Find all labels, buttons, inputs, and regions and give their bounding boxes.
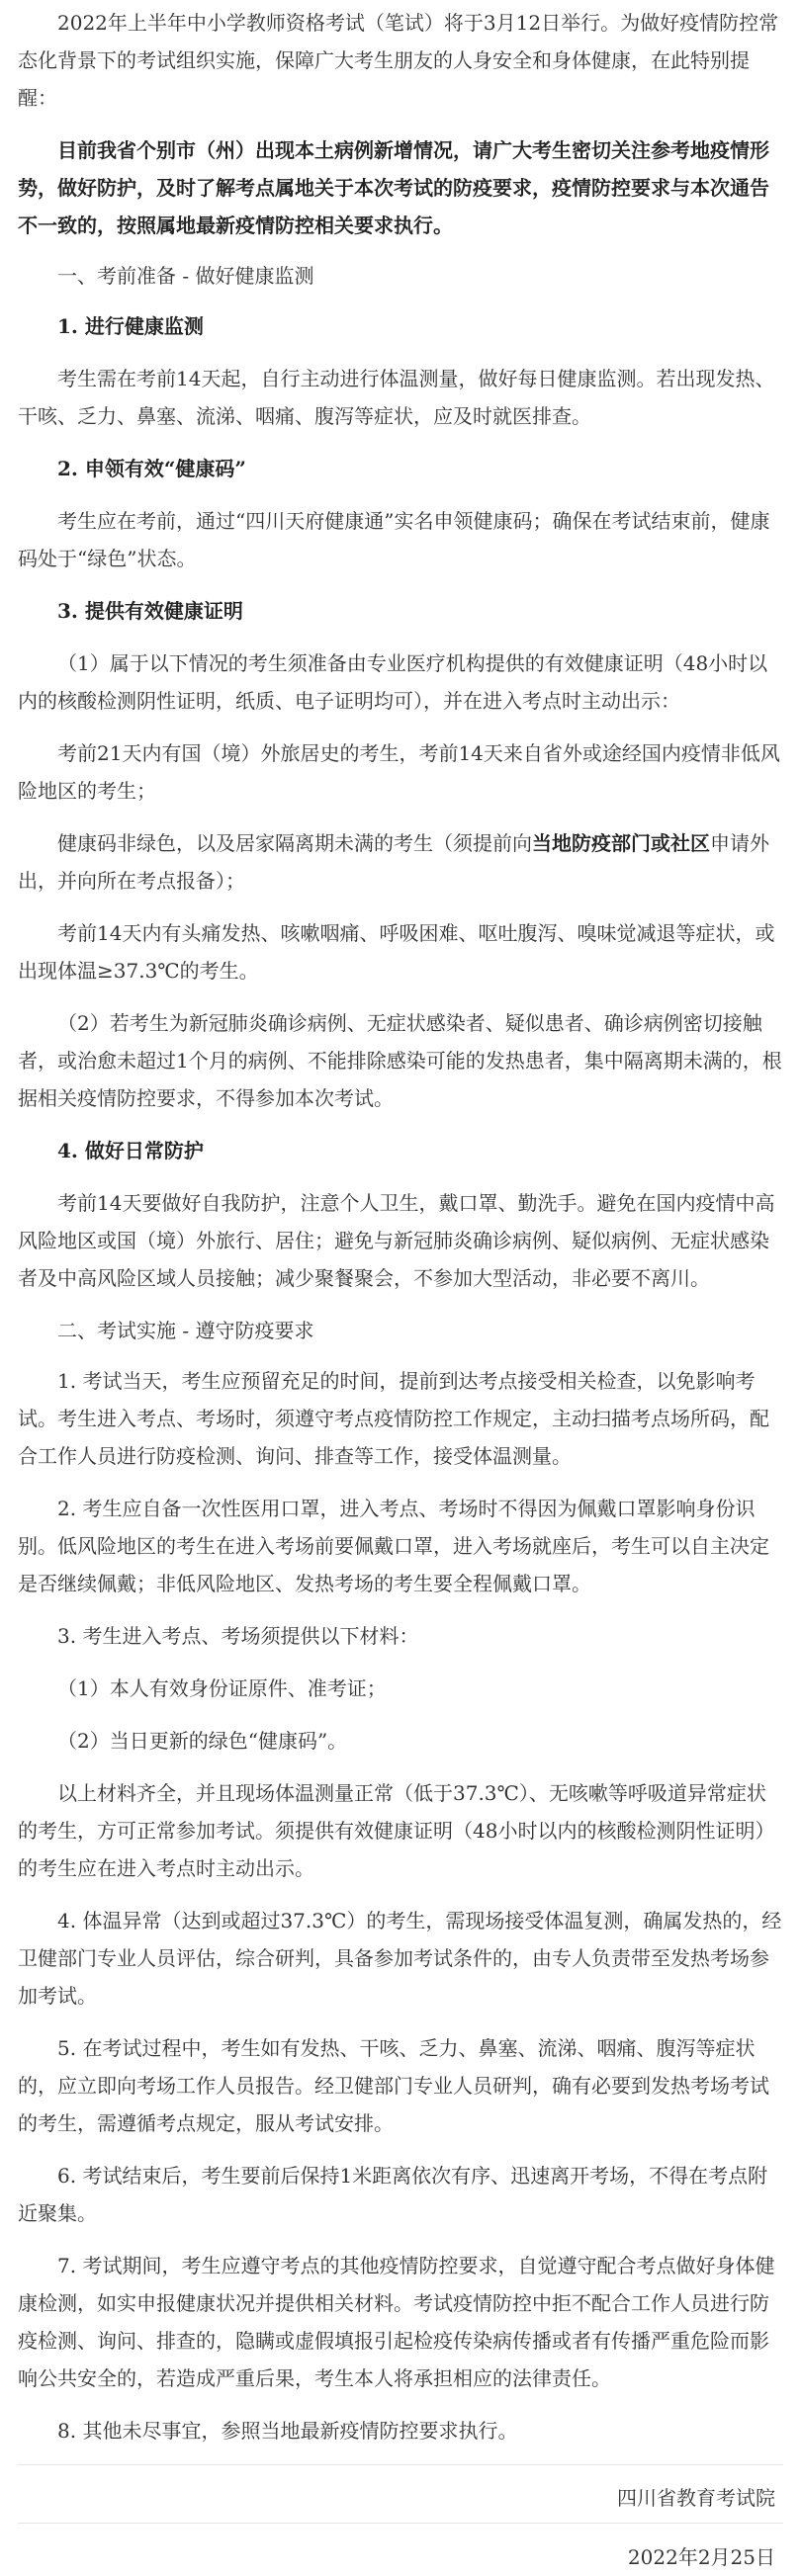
section-2-para-4: 4. 体温异常（达到或超过37.3℃）的考生，需现场接受体温复测，确属发热的，经卫健部门专业人员评估，综合研判，具备参加考试条件的，由专人负责带至发热考场参加考试。 (18, 1909, 782, 2008)
local-authority-emphasis: 当地防疫部门或社区 (532, 831, 710, 855)
section-2-para-6: 6. 考试结束后，考生要前后保持1米距离依次有序、迅速离开考场，不得在考点附近聚集。 (18, 2164, 768, 2225)
section-2-para-3: 3. 考生进入考点、考场须提供以下材料： (57, 1624, 419, 1648)
item-2-text: 考生应在考前，通过“四川天府健康通”实名申领健康码；确保在考试结束前，健康码处于“绿色”状态。 (18, 509, 770, 570)
section-2-para-7: 7. 考试期间，考生应遵守考点的其他疫情防控要求，自觉遵守配合考点做好身体健康检测，如实申报健康状况并提供相关材料。考试疫情防控中拒不配合工作人员进行防疫检测、询问、排查的，隐瞒或虚假填报引起检疫传染病传播或者有传播严重危险而影响公共安全的，若造成严重后果，考生本人将承担相应的法律责任。 (18, 2254, 775, 2390)
section-2-heading: 二、考试实施 - 遵守防疫要求 (57, 1319, 314, 1342)
item-3-para-3 (18, 824, 783, 900)
item-3-para-5: （2）若考生为新冠肺炎确诊病例、无症状感染者、疑似患者、确诊病例密切接触者，或治愈未超过1个月的病例、不能排除感染可能的发热患者，集中隔离期未满的，根据相关疫情防控要求，不得参加本次考试。 (18, 1011, 782, 1110)
section-2-para-5: 5. 在考试过程中，考生如有发热、干咳、乏力、鼻塞、流涕、咽痛、腹泻等症状的，应立即向考场工作人员报告。经卫健部门专业人员研判，确有必要到发热考场考试的考生，需遵循考点规定，服从考试安排。 (18, 2036, 769, 2135)
item-3-heading: 3. 提供有效健康证明 (57, 599, 243, 623)
item-1-text: 考生需在考前14天起，自行主动进行体温测量，做好每日健康监测。若出现发热、干咳、乏力、鼻塞、流涕、咽痛、腹泻等症状，应及时就医排查。 (18, 367, 775, 428)
section-2-para-1: 1. 考试当天，考生应预留充足的时间，提前到达考点接受相关检查，以免影响考试。考生进入考点、考场时，须遵守考点疫情防控工作规定，主动扫描考点场所码，配合工作人员进行防疫检测、询问、排查等工作，接受体温测量。 (18, 1369, 769, 1468)
materials-item-2: （2）当日更新的绿色“健康码”。 (57, 1729, 348, 1753)
item-3-para-1: （1）属于以下情况的考生须准备由专业医疗机构提供的有效健康证明（48小时以内的核酸检测阴性证明，纸质、电子证明均可），并在进入考点时主动出示： (18, 651, 768, 713)
important-notice: 目前我省个别市（州）出现本土病例新增情况，请广大考生密切关注参考地疫情形势，做好防护，及时了解考点属地关于本次考试的防疫要求，疫情防控要求与本次通告不一致的，按照属地最新疫情防控相关要求执行。 (18, 138, 769, 237)
intro-paragraph: 2022年上半年中小学教师资格考试（笔试）将于3月12日举行。为做好疫情防控常态化背景下的考试组织实施，保障广大考生朋友的人身安全和身体健康，在此特别提醒： (18, 11, 779, 110)
divider (18, 2523, 783, 2524)
materials-note: 以上材料齐全，并且现场体温测量正常（低于37.3℃）、无咳嗽等呼吸道异常症状的考生，方可正常参加考试。须提供有效健康证明（48小时以内的核酸检测阴性证明）的考生应在进入考点时主动出示。 (18, 1781, 775, 1880)
section-2-para-2: 2. 考生应自备一次性医用口罩，进入考点、考场时不得因为佩戴口罩影响身份识别。低风险地区的考生在进入考场前要佩戴口罩，进入考场就座后，考生可以自主决定是否继续佩戴；非低风险地区、发热考场的考生要全程佩戴口罩。 (18, 1497, 769, 1595)
item-1-heading: 1. 进行健康监测 (57, 314, 204, 338)
item-3-para-3-start: 健康码非绿色，以及居家隔离期未满的考生（须提前向 (57, 831, 532, 855)
signature-date: 2022年2月25日 (627, 2545, 775, 2569)
materials-item-1: （1）本人有效身份证原件、准考证； (57, 1676, 387, 1700)
section-1-heading: 一、考前准备 - 做好健康监测 (57, 264, 314, 288)
item-4-text: 考前14天要做好自我防护，注意个人卫生，戴口罩、勤洗手。避免在国内疫情中高风险地区或国（境）外旅行、居住；避免与新冠肺炎确诊病例、疑似病例、无症状感染者及中高风险区域人员接触；减少聚餐聚会，不参加大型活动，非必要不离川。 (18, 1191, 775, 1290)
signature-organization: 四川省教育考试院 (617, 2486, 775, 2510)
item-4-heading: 4. 做好日常防护 (57, 1139, 204, 1162)
item-3-para-4: 考前14天内有头痛发热、咳嗽咽痛、呼吸困难、呕吐腹泻、嗅味觉减退等症状，或出现体温≥37.3℃的考生。 (18, 921, 775, 983)
section-2-para-8: 8. 其他未尽事宜，参照当地最新疫情防控要求执行。 (57, 2419, 518, 2443)
item-2-heading: 2. 申领有效“健康码” (57, 457, 246, 480)
item-3-para-2: 考前21天内有国（境）外旅居史的考生，考前14天来自省外或途经国内疫情非低风险地区的考生； (18, 741, 780, 803)
divider (18, 2464, 783, 2465)
item-3-para-3-end: 申请外出，并向所在考点报备）； (18, 831, 769, 893)
